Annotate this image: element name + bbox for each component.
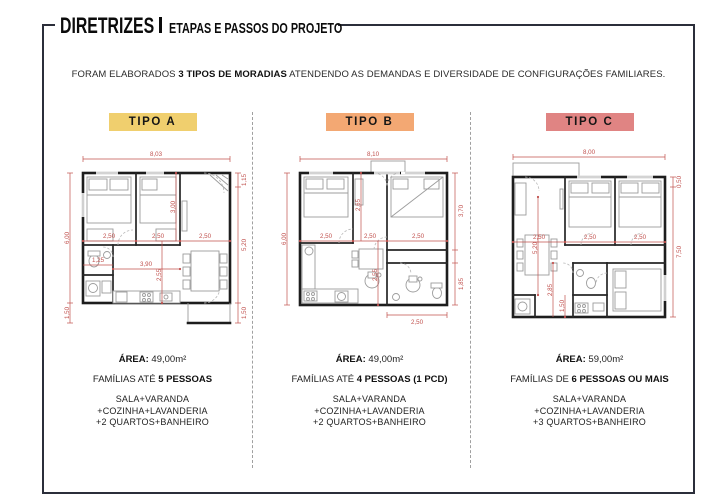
svg-text:3,90: 3,90 (139, 261, 152, 268)
family-bold: 4 PESSOAS (1 PCD) (356, 374, 448, 385)
program-line: +COZINHA+LAVANDERIA (97, 405, 208, 416)
svg-text:0,50: 0,50 (675, 175, 683, 189)
svg-text:1,15: 1,15 (240, 173, 248, 187)
program-line: +3 QUARTOS+BANHEIRO (532, 417, 646, 427)
type-a-chip: TIPO A (109, 113, 197, 131)
area-value: 49,00m² (365, 354, 404, 365)
svg-text:2,50: 2,50 (532, 234, 545, 241)
program-text-c (482, 394, 697, 429)
frame-top-stub (42, 24, 55, 26)
column-tipo-a (45, 112, 260, 429)
svg-text:1,50: 1,50 (558, 299, 566, 313)
svg-text:5,20: 5,20 (240, 238, 248, 252)
svg-text:3,70: 3,70 (457, 204, 465, 218)
area-label: ÁREA: (118, 354, 149, 365)
type-b-chip: TIPO B (326, 113, 414, 131)
svg-text:3,00: 3,00 (169, 200, 177, 214)
svg-text:2,50: 2,50 (198, 233, 211, 240)
intro-bold: 3 TIPOS DE MORADIAS (178, 69, 287, 80)
svg-text:2,50: 2,50 (410, 319, 423, 326)
program-line: +COZINHA+LAVANDERIA (534, 405, 645, 416)
column-tipo-c (482, 112, 697, 429)
intro-part1: FORAM ELABORADOS (71, 69, 179, 80)
floor-plan-tipo-c (495, 145, 685, 345)
column-tipo-b (262, 112, 477, 429)
program-line: SALA+VARANDA (332, 394, 407, 404)
svg-text:6,00: 6,00 (63, 231, 71, 245)
family-text-b (262, 374, 477, 385)
program-line: +2 QUARTOS+BANHEIRO (95, 417, 209, 427)
program-text-b (262, 394, 477, 429)
svg-text:2,50: 2,50 (363, 233, 376, 240)
svg-text:8,03: 8,03 (149, 151, 162, 158)
svg-text:2,50: 2,50 (633, 234, 646, 241)
area-text-c (482, 354, 697, 365)
floor-plan-tipo-a (58, 145, 248, 345)
family-bold: 6 PESSOAS OU MAIS (571, 374, 669, 385)
intro-part2: ATENDENDO AS DEMANDAS E DIVERSIDADE DE CONFIGURAÇÕES FAMILIARES. (286, 69, 666, 80)
family-text-c (482, 374, 697, 385)
area-value: 59,00m² (585, 354, 624, 365)
page-title: DIRETRIZES (60, 13, 155, 38)
svg-text:1,50: 1,50 (63, 306, 71, 320)
program-line: +COZINHA+LAVANDERIA (314, 405, 425, 416)
svg-text:8,10: 8,10 (366, 151, 379, 158)
svg-text:2,55: 2,55 (371, 268, 379, 282)
family-prefix: FAMÍLIAS ATÉ (291, 374, 357, 385)
svg-text:2,65: 2,65 (354, 198, 362, 212)
program-line: SALA+VARANDA (552, 394, 627, 404)
floor-plan-tipo-b (275, 145, 465, 345)
area-label: ÁREA: (335, 354, 366, 365)
svg-text:2,85: 2,85 (546, 283, 554, 297)
frame-top-right (338, 24, 695, 26)
svg-text:1,25: 1,25 (91, 257, 104, 264)
area-text-a (45, 354, 260, 365)
program-line: +2 QUARTOS+BANHEIRO (312, 417, 426, 427)
svg-text:2,50: 2,50 (319, 233, 332, 240)
program-line: SALA+VARANDA (115, 394, 190, 404)
area-value: 49,00m² (148, 354, 187, 365)
svg-text:8,00: 8,00 (582, 149, 595, 156)
svg-text:2,55: 2,55 (155, 268, 163, 282)
area-text-b (262, 354, 477, 365)
frame-left (42, 24, 44, 494)
page-subtitle: ETAPAS E PASSOS DO PROJETO (169, 20, 343, 37)
svg-text:2,50: 2,50 (411, 233, 424, 240)
family-prefix: FAMÍLIAS DE (510, 374, 572, 385)
svg-text:1,50: 1,50 (240, 306, 248, 320)
family-bold: 5 PESSOAS (158, 374, 213, 385)
svg-text:6,00: 6,00 (280, 232, 288, 246)
program-text-a (45, 394, 260, 429)
svg-text:1,85: 1,85 (457, 277, 465, 291)
intro-sentence (42, 69, 695, 80)
svg-text:2,50: 2,50 (151, 233, 164, 240)
type-c-chip: TIPO C (546, 113, 634, 131)
svg-text:7,50: 7,50 (675, 245, 683, 259)
family-text-a (45, 374, 260, 385)
svg-text:2,50: 2,50 (102, 233, 115, 240)
svg-text:2,50: 2,50 (583, 234, 596, 241)
svg-text:5,20: 5,20 (531, 241, 539, 255)
title-divider-bar (159, 17, 162, 33)
area-label: ÁREA: (555, 354, 586, 365)
frame-bottom (42, 492, 695, 494)
family-prefix: FAMÍLIAS ATÉ (92, 374, 159, 385)
